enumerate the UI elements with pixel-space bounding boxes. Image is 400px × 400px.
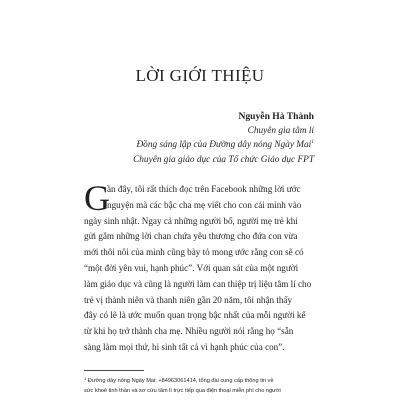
body-line: sàng làm mọi thứ, hi sinh tất cả vì hạnh phúc của con”.: [84, 341, 285, 352]
drop-cap: G: [84, 178, 110, 218]
footnote-divider: [84, 370, 144, 371]
footnote-line: sức khoẻ tinh thần và sơ cứu tâm lí trực tiếp qua điện thoại miễn phí cho người: [84, 387, 281, 394]
body-line: mới thôi nôi của mình cũng bày tỏ mong ước rằng con sẽ có: [84, 247, 304, 258]
footnote-text: Đường dây nóng Ngày Mai: +84963061414, tổng đài cung cấp thông tin về: [87, 378, 274, 384]
author-role-hotline-cofounder: [133, 138, 314, 152]
body-line: làm giáo dục và cũng là người làm can thiệp trị liệu tâm lí cho: [84, 278, 312, 289]
footnote: [84, 377, 324, 396]
body-line: “một đời yên vui, hạnh phúc”. Với quan sát của một người: [84, 262, 299, 273]
body-paragraph: [84, 178, 320, 356]
chapter-title: LỜI GIỚI THIỆU: [135, 66, 265, 85]
body-line: ần đây, tôi rất thích đọc trên Facebook những lời ước: [107, 184, 301, 194]
author-byline: [133, 110, 314, 167]
author-role-educator: Chuyên gia giáo dục của Tổ chức Giáo dục FPT: [133, 154, 314, 165]
author-role-hotline-text: Đồng sáng lập của Đường dây nóng Ngày Mai: [136, 140, 312, 151]
body-line: từ khi họ trở thành cha mẹ. Nhiều người nói rằng họ “sẵn: [84, 326, 294, 337]
body-line: gửi gắm những lời chan chứa yêu thương cho đứa con vừa: [84, 231, 298, 242]
body-line: ngày sinh nhật. Ngay cả những người bố, người mẹ trẻ khi: [84, 215, 298, 226]
footnote-marker: 1: [84, 376, 87, 381]
body-line: trẻ vị thành niên và thanh niên gần 20 năm, tôi nhận thấy: [84, 294, 293, 305]
body-line: đây có lẽ là ước muốn quan trọng bậc nhất của mỗi người kể: [84, 310, 306, 321]
body-line: nguyện mà các bậc cha mẹ viết cho con cái mình vào: [107, 199, 302, 210]
author-name: Nguyễn Hà Thành: [238, 111, 314, 122]
footnote-reference[interactable]: 1: [311, 139, 314, 146]
footnote-line: [84, 377, 324, 387]
author-role-psychologist: Chuyên gia tâm lí: [247, 126, 314, 137]
